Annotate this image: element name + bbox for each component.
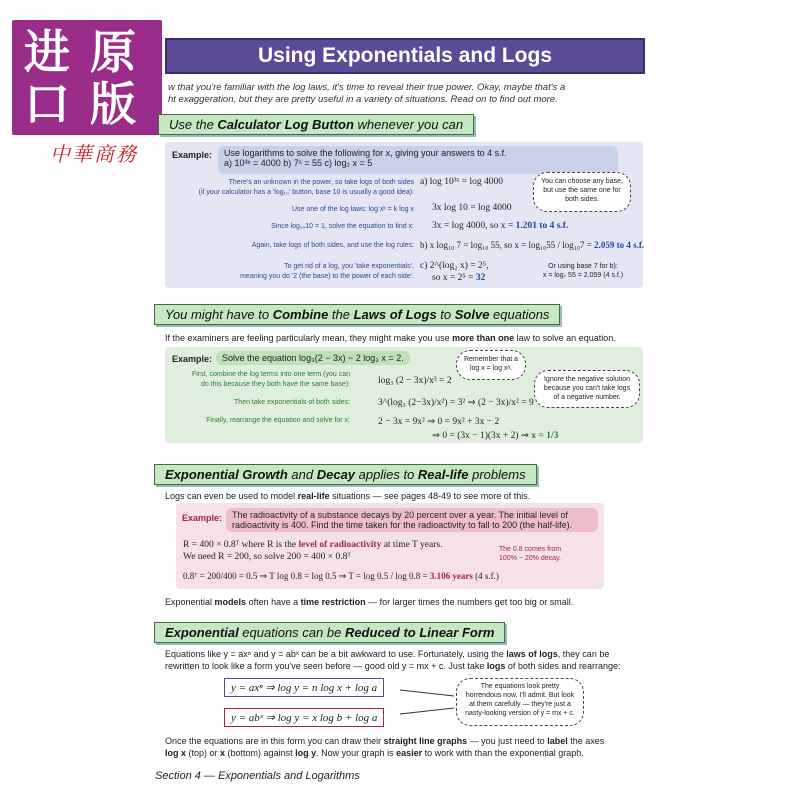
badge-script: 中華商務 <box>50 142 138 166</box>
arrow-line <box>400 690 454 696</box>
example-label: Example: <box>172 354 213 364</box>
step-note: First, combine the log terms into one term (you can do this because they both have the same base): <box>192 371 350 388</box>
example-label: Example: <box>182 513 223 523</box>
math-line: R = 400 × 0.8ᵀ where R is the level of radioactivity at time T years. <box>183 540 443 550</box>
page-footer: Section 4 — Exponentials and Logarithms <box>155 770 360 782</box>
math-line: 3^(log₃ (2−3x)/x²) = 3² ⇒ (2 − 3x)/x² = 9 <box>378 398 534 408</box>
section-outro: Exponential models often have a time restriction — for larger times the numbers get too big or small. <box>165 597 574 607</box>
math-line: b) x log₁₀ 7 = log₁₀ 55, so x = log₁₀55 / log₁₀7 = 2.059 to 4 s.f. <box>420 240 645 250</box>
math-line: c) 2^(log₂ x) = 2⁵, <box>420 261 489 271</box>
section-heading-linear-form: Exponential equations can be Reduced to Linear Form <box>154 622 505 643</box>
step-note: Then take exponentials of both sides: <box>234 399 350 406</box>
page-title-bar <box>165 38 645 74</box>
paragraph: rewritten to look like a form you've seen before — good old y = mx + c. Just take logs of both sides and rearrange: <box>165 661 621 671</box>
side-note: The 0.8 comes from 100% − 20% decay. <box>498 546 562 562</box>
example-task: The radioactivity of a substance decays by 20 percent over a year. The initial level of radioactivity is 400. Find the time taken for the radioactivity to fall to 200 (the half-life). <box>226 508 598 532</box>
step-note: Use one of the log laws: log xᵏ = k log x <box>291 206 414 213</box>
tip-bubble: Remember that a log x = log xᵃ. <box>456 350 526 380</box>
math-line: 2 − 3x = 9x² ⇒ 0 = 9x² + 3x − 2 <box>378 417 500 427</box>
equation-box: y = axⁿ ⇒ log y = n log x + log a <box>224 678 384 697</box>
badge-char: 口 <box>24 77 70 131</box>
arrow-line <box>400 708 454 714</box>
intro-line: w that you're familiar with the log laws, it's time to reveal their true power. Okay, maybe that's a <box>168 82 566 93</box>
example-label: Example: <box>172 150 213 160</box>
step-note: Finally, rearrange the equation and solve for x: <box>206 417 350 424</box>
badge-char: 版 <box>90 77 136 131</box>
step-note: To get rid of a log, you 'take exponentials', meaning you do '2 (the base) to the power of each side'. <box>240 263 414 280</box>
math-line: so x = 2⁵ = 32 <box>432 273 486 283</box>
step-note: Since log₁₀10 = 1, solve the equation to find x: <box>271 223 414 230</box>
step-note: Again, take logs of both sides, and use the log rules: <box>251 242 414 249</box>
section-heading-growth-decay: Exponential Growth and Decay applies to Real-life problems <box>154 464 537 485</box>
step-note: There's an unknown in the power, so take logs of both sides (if your calculator has a 'log₁₀' button, base 10 is usually a good idea): <box>198 179 414 196</box>
intro-line: ht exaggeration, but they are pretty useful in a variety of situations. Read on to find out more. <box>168 94 558 105</box>
paragraph: log x (top) or x (bottom) against log y. Now your graph is easier to work with than the exponential graph. <box>165 748 584 758</box>
badge-char: 原 <box>90 25 136 79</box>
brand-badge <box>12 20 162 135</box>
paragraph: Once the equations are in this form you can draw their straight line graphs — you just need to label the axes <box>165 736 605 746</box>
pointer-arrows <box>396 684 456 720</box>
example-task: Use logarithms to solve the following for x, giving your answers to 4 s.f. a) 10³ˣ = 4000 b) 7ˣ = 55 c) log₂ x = 5 <box>218 146 618 174</box>
math-line: 3x = log 4000, so x = 1.201 to 4 s.f. <box>432 221 569 231</box>
section-intro: Logs can even be used to model real-life situations — see pages 48-49 to see more of this. <box>165 491 531 501</box>
section-heading-combine-laws: You might have to Combine the Laws of Logs to Solve equations <box>154 304 560 325</box>
math-line: a) log 10³ˣ = log 4000 <box>420 177 503 187</box>
badge-char: 进 <box>24 25 70 79</box>
math-line: ⇒ 0 = (3x − 1)(3x + 2) ⇒ x = 1/3 <box>432 431 559 441</box>
section-intro: If the examiners are feeling particularly mean, they might make you use more than one law to solve an equation. <box>165 333 616 343</box>
paragraph: Equations like y = axⁿ and y = abˣ can be a bit awkward to use. Fortunately, using the laws of logs, they can be <box>165 649 610 659</box>
tip-bubble: The equations look pretty horrendous now, I'll admit. But look at them carefully — they're just a nasty-looking version of y = mx + c. <box>456 678 584 726</box>
equation-box: y = abˣ ⇒ log y = x log b + log a <box>224 708 384 727</box>
tip-bubble: Ignore the negative solution because you can't take logs of a negative number. <box>534 370 640 408</box>
math-line: 0.8ᵀ = 200/400 = 0.5 ⇒ T log 0.8 = log 0.5 ⇒ T = log 0.5 / log 0.8 = 3.106 years (4 s.f.) <box>183 571 499 581</box>
example-task: Solve the equation log₃(2 − 3x) − 2 log₃ x = 2. <box>216 351 410 365</box>
section-heading-calculator: Use the Calculator Log Button whenever you can <box>158 114 474 135</box>
page-title: Using Exponentials and Logs <box>257 44 553 67</box>
math-line: log₃ (2 − 3x)/x² = 2 <box>378 376 452 386</box>
math-line: We need R = 200, so solve 200 = 400 × 0.8ᵀ <box>183 552 351 562</box>
math-line: 3x log 10 = log 4000 <box>432 203 512 213</box>
tip-bubble: You can choose any base, but use the same one for both sides. <box>533 172 631 212</box>
alt-note: Or using base 7 for b): x = log₇ 55 = 2.059 (4 s.f.) <box>542 263 624 279</box>
